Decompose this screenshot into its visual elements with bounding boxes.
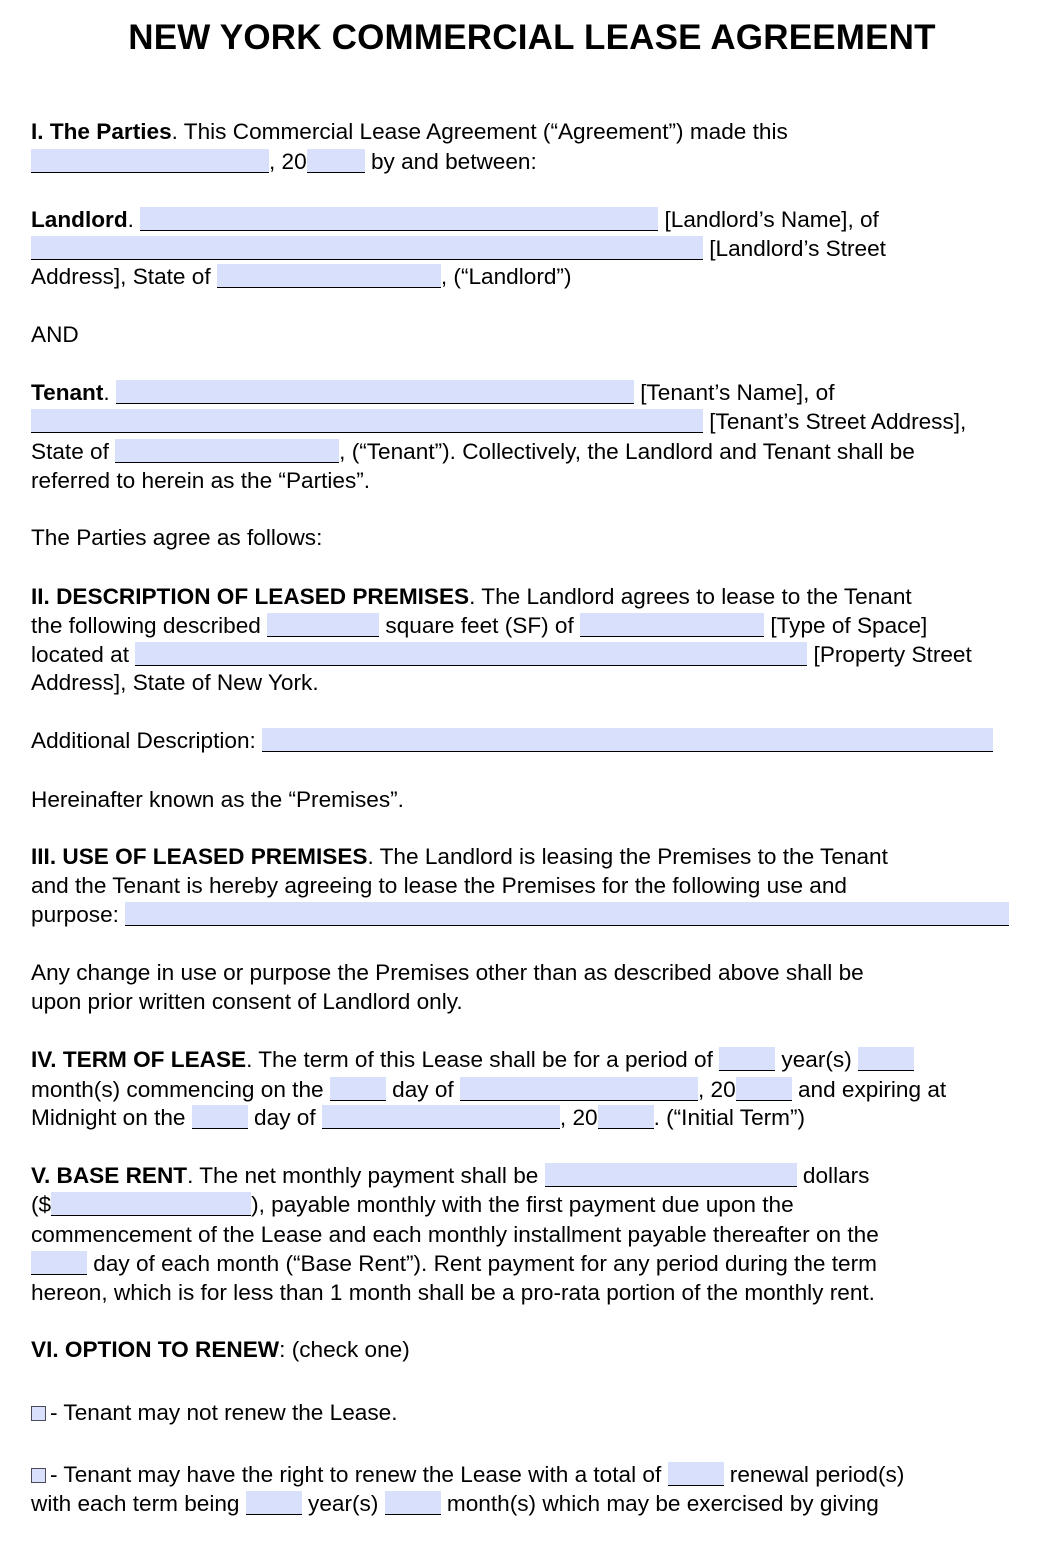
- agreement-date-field[interactable]: [31, 149, 269, 173]
- expire-year-field[interactable]: [598, 1105, 654, 1129]
- term-years-field[interactable]: [719, 1047, 775, 1071]
- renew-checkbox[interactable]: [31, 1468, 46, 1483]
- renew-heading-line: VI. OPTION TO RENEW: (check one): [31, 1337, 410, 1362]
- commence-day-field[interactable]: [330, 1077, 386, 1101]
- renew-option-2: - Tenant may have the right to renew the Lease with a total of renewal period(s): [31, 1460, 904, 1489]
- landlord-label: Landlord: [31, 207, 128, 232]
- expire-day-field[interactable]: [192, 1105, 248, 1129]
- page-title: NEW YORK COMMERCIAL LEASE AGREEMENT: [128, 18, 936, 57]
- tenant-line-4: referred to herein as the “Parties”.: [31, 468, 371, 493]
- no-renew-checkbox[interactable]: [31, 1406, 46, 1421]
- section-heading-renew: VI. OPTION TO RENEW: [31, 1337, 280, 1362]
- agreement-year-field[interactable]: [307, 149, 365, 173]
- term-line-3: Midnight on the day of , 20 . (“Initial Term”): [31, 1105, 806, 1130]
- commence-year-field[interactable]: [736, 1077, 792, 1101]
- section-heading-parties: I. The Parties: [31, 119, 172, 144]
- section-heading-term: IV. TERM OF LEASE: [31, 1047, 247, 1072]
- parties-line-1: I. The Parties. This Commercial Lease Agreement (“Agreement”) made this: [31, 119, 788, 144]
- and-text: AND: [31, 322, 79, 347]
- landlord-state-field[interactable]: [217, 264, 441, 288]
- landlord-name-field[interactable]: [140, 207, 658, 231]
- rent-line-2: ($ ), payable monthly with the first payment due upon the: [31, 1192, 794, 1217]
- parties-agree-text: The Parties agree as follows:: [31, 525, 323, 550]
- expire-month-field[interactable]: [322, 1105, 560, 1129]
- use-line-3: purpose:: [31, 900, 1009, 929]
- tenant-line-2: [Tenant’s Street Address],: [31, 407, 966, 436]
- renew-option-2-line-2: with each term being year(s) month(s) which may be exercised by giving: [31, 1491, 879, 1516]
- renew-option-1: - Tenant may not renew the Lease.: [31, 1398, 398, 1427]
- landlord-line-2: [Landlord’s Street: [31, 234, 886, 263]
- tenant-street-field[interactable]: [31, 409, 703, 433]
- rent-line-4: day of each month (“Base Rent”). Rent payment for any period during the term: [31, 1249, 877, 1278]
- hereinafter-text: Hereinafter known as the “Premises”.: [31, 787, 404, 812]
- rent-line-3: commencement of the Lease and each monthly installment payable thereafter on the: [31, 1222, 879, 1247]
- section-heading-premises: II. DESCRIPTION OF LEASED PREMISES: [31, 584, 470, 609]
- premises-line-3: located at [Property Street: [31, 642, 972, 667]
- landlord-line-3: Address], State of , (“Landlord”): [31, 264, 572, 289]
- renewal-years-field[interactable]: [246, 1491, 302, 1515]
- commence-month-field[interactable]: [460, 1077, 698, 1101]
- landlord-street-field[interactable]: [31, 236, 703, 260]
- property-street-field[interactable]: [135, 642, 807, 666]
- use-line-1: III. USE OF LEASED PREMISES. The Landlord is leasing the Premises to the Tenant: [31, 844, 888, 869]
- rent-line-1: V. BASE RENT. The net monthly payment shall be dollars: [31, 1163, 870, 1188]
- tenant-name-field[interactable]: [116, 380, 634, 404]
- term-months-field[interactable]: [858, 1047, 914, 1071]
- additional-description-line: Additional Description:: [31, 726, 993, 755]
- additional-description-field[interactable]: [262, 728, 993, 752]
- tenant-line-1: Tenant. [Tenant’s Name], of: [31, 380, 835, 405]
- rent-line-5: hereon, which is for less than 1 month shall be a pro-rata portion of the monthly rent.: [31, 1280, 875, 1305]
- landlord-line-1: Landlord. [Landlord’s Name], of: [31, 207, 879, 232]
- rent-due-day-field[interactable]: [31, 1251, 87, 1275]
- tenant-state-field[interactable]: [115, 439, 339, 463]
- space-type-field[interactable]: [580, 613, 764, 637]
- section-heading-use: III. USE OF LEASED PREMISES: [31, 844, 368, 869]
- tenant-label: Tenant: [31, 380, 104, 405]
- term-line-2: month(s) commencing on the day of , 20 and expiring at: [31, 1077, 947, 1102]
- use-line-4: Any change in use or purpose the Premises other than as described above shall be: [31, 960, 864, 985]
- use-line-5: upon prior written consent of Landlord only.: [31, 989, 463, 1014]
- section-heading-rent: V. BASE RENT: [31, 1163, 188, 1188]
- rent-amount-field[interactable]: [51, 1192, 251, 1216]
- renewal-months-field[interactable]: [385, 1491, 441, 1515]
- use-line-2: and the Tenant is hereby agreeing to lease the Premises for the following use and: [31, 873, 847, 898]
- parties-line-2: , 20 by and between:: [31, 147, 537, 176]
- premises-line-4: Address], State of New York.: [31, 670, 319, 695]
- tenant-line-3: State of , (“Tenant”). Collectively, the Landlord and Tenant shall be: [31, 439, 915, 464]
- premises-line-2: the following described square feet (SF) of [Type of Space]: [31, 613, 928, 638]
- term-line-1: IV. TERM OF LEASE. The term of this Lease shall be for a period of year(s): [31, 1045, 914, 1074]
- renewal-periods-field[interactable]: [668, 1462, 724, 1486]
- rent-words-field[interactable]: [545, 1163, 797, 1187]
- use-purpose-field[interactable]: [125, 902, 1009, 926]
- premises-line-1: II. DESCRIPTION OF LEASED PREMISES. The Landlord agrees to lease to the Tenant: [31, 584, 912, 609]
- square-feet-field[interactable]: [267, 613, 379, 637]
